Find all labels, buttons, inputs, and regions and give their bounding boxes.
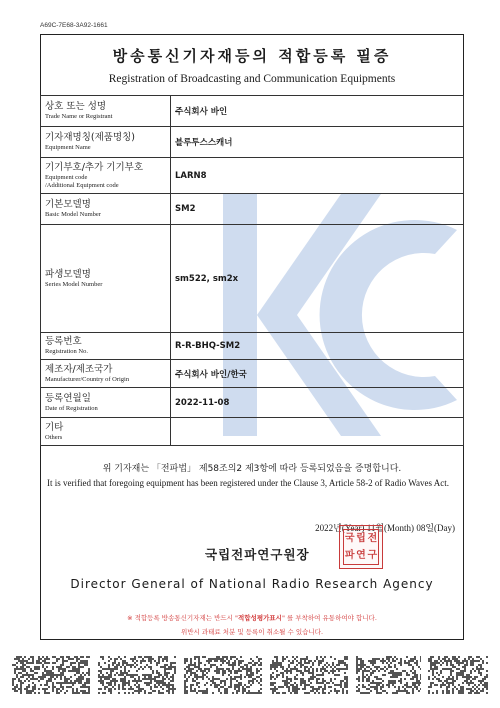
value-basic-model: SM2: [171, 194, 464, 225]
barcode-5: [356, 656, 421, 694]
label-korean: 기기부호/추가 기기부호: [45, 161, 143, 173]
document-id: A69C-7E68-3A92-1661: [40, 22, 108, 29]
value-others: [171, 418, 464, 446]
label-korean: 등록번호: [45, 336, 82, 347]
label-korean: 상호 또는 성명: [45, 101, 107, 112]
label-english: Series Model Number: [45, 280, 103, 288]
barcode-4: [270, 656, 348, 694]
official-seal: [339, 525, 383, 569]
row-series-model: [41, 225, 464, 333]
seal-char: 파: [344, 549, 355, 561]
penalty-notice: 위반시 과태료 처분 및 등록이 취소될 수 있습니다.: [180, 628, 324, 636]
barcode-2: [98, 656, 176, 694]
label-english: Equipment code: [45, 173, 88, 181]
label-english-2: /Additional Equipment code: [45, 181, 119, 189]
seal-char: 연: [356, 549, 366, 561]
label-english: Trade Name or Registrant: [45, 113, 113, 120]
issue-date: [315, 521, 455, 534]
label-korean: 제조자/제조국가: [45, 363, 113, 375]
row-manufacturer: [41, 360, 464, 388]
label-english: Others: [45, 433, 63, 441]
issue-day-label: 일(Day): [425, 523, 455, 533]
row-equipment-name: [41, 127, 464, 158]
label-korean: 기자재명칭(제품명칭): [45, 132, 136, 143]
value-equipment-name: 블루투스스캐너: [171, 127, 464, 158]
registration-info-table: [40, 95, 464, 446]
value-trade-name: 주식회사 바인: [171, 96, 464, 127]
value-series-model: sm522, sm2x: [171, 225, 464, 333]
value-registration-date: 2022-11-08: [171, 388, 464, 418]
issue-year: 2022: [315, 523, 334, 533]
label-korean: 파생모델명: [45, 268, 91, 280]
issue-day: 08: [416, 523, 426, 533]
label-english: Date of Registration: [45, 404, 98, 412]
issue-month: 11: [366, 523, 376, 533]
issuer-name-english: Director General of National Radio Research Agency: [70, 577, 434, 591]
issuer-name-korean: 국립전파연구원장: [205, 547, 310, 562]
label-korean: 기본모델명: [45, 199, 91, 210]
row-others: [41, 418, 464, 446]
certification-statement-korean: 위 기자재는 「전파법」 제58조의2 제3항에 따라 등록되었음을 증명합니다.: [102, 464, 402, 474]
seal-char: 전: [367, 532, 378, 544]
issue-year-label: 년(Year): [333, 523, 365, 533]
label-korean: 기타: [45, 421, 64, 433]
barcode-1: [12, 656, 90, 694]
labeling-notice: ※ 적합등록 방송통신기자재는 반드시 "적합성평가표시" 를 부착하여 유통하여야 합니다.: [127, 614, 377, 622]
certificate-frame: [40, 34, 464, 640]
barcode-6: [428, 656, 488, 694]
label-english: Manufacturer/Country of Origin: [45, 375, 130, 383]
barcode-3: [184, 656, 262, 694]
conformity-mark-term: 적합성평가표시: [237, 614, 282, 622]
value-manufacturer: 주식회사 바인/한국: [171, 360, 464, 388]
value-registration-no: R-R-BHQ-SM2: [171, 333, 464, 360]
seal-char: 립: [356, 532, 366, 544]
label-korean: 등록연월일: [45, 392, 91, 404]
row-equipment-code: [41, 158, 464, 194]
row-trade-name: [41, 96, 464, 127]
label-english: Equipment Name: [45, 144, 91, 151]
row-basic-model: [41, 194, 464, 225]
document-barcodes: [0, 656, 500, 696]
title-english: Registration of Broadcasting and Communication Equipments: [108, 73, 396, 85]
label-english: Basic Model Number: [45, 211, 101, 218]
value-equipment-code: LARN8: [171, 158, 464, 194]
seal-char: 국: [344, 532, 355, 544]
seal-char: 구: [367, 549, 378, 561]
label-english: Registration No.: [45, 348, 88, 355]
row-registration-no: [41, 333, 464, 360]
certification-statement-english: It is verified that foregoing equipment has been registered under the Clause 3, Article 58-2 of Radio Waves Act.: [47, 478, 449, 488]
issue-month-label: 월(Month): [375, 523, 415, 533]
title-korean: 방송통신기자재등의 적합등록 필증: [112, 47, 392, 65]
row-registration-date: [41, 388, 464, 418]
